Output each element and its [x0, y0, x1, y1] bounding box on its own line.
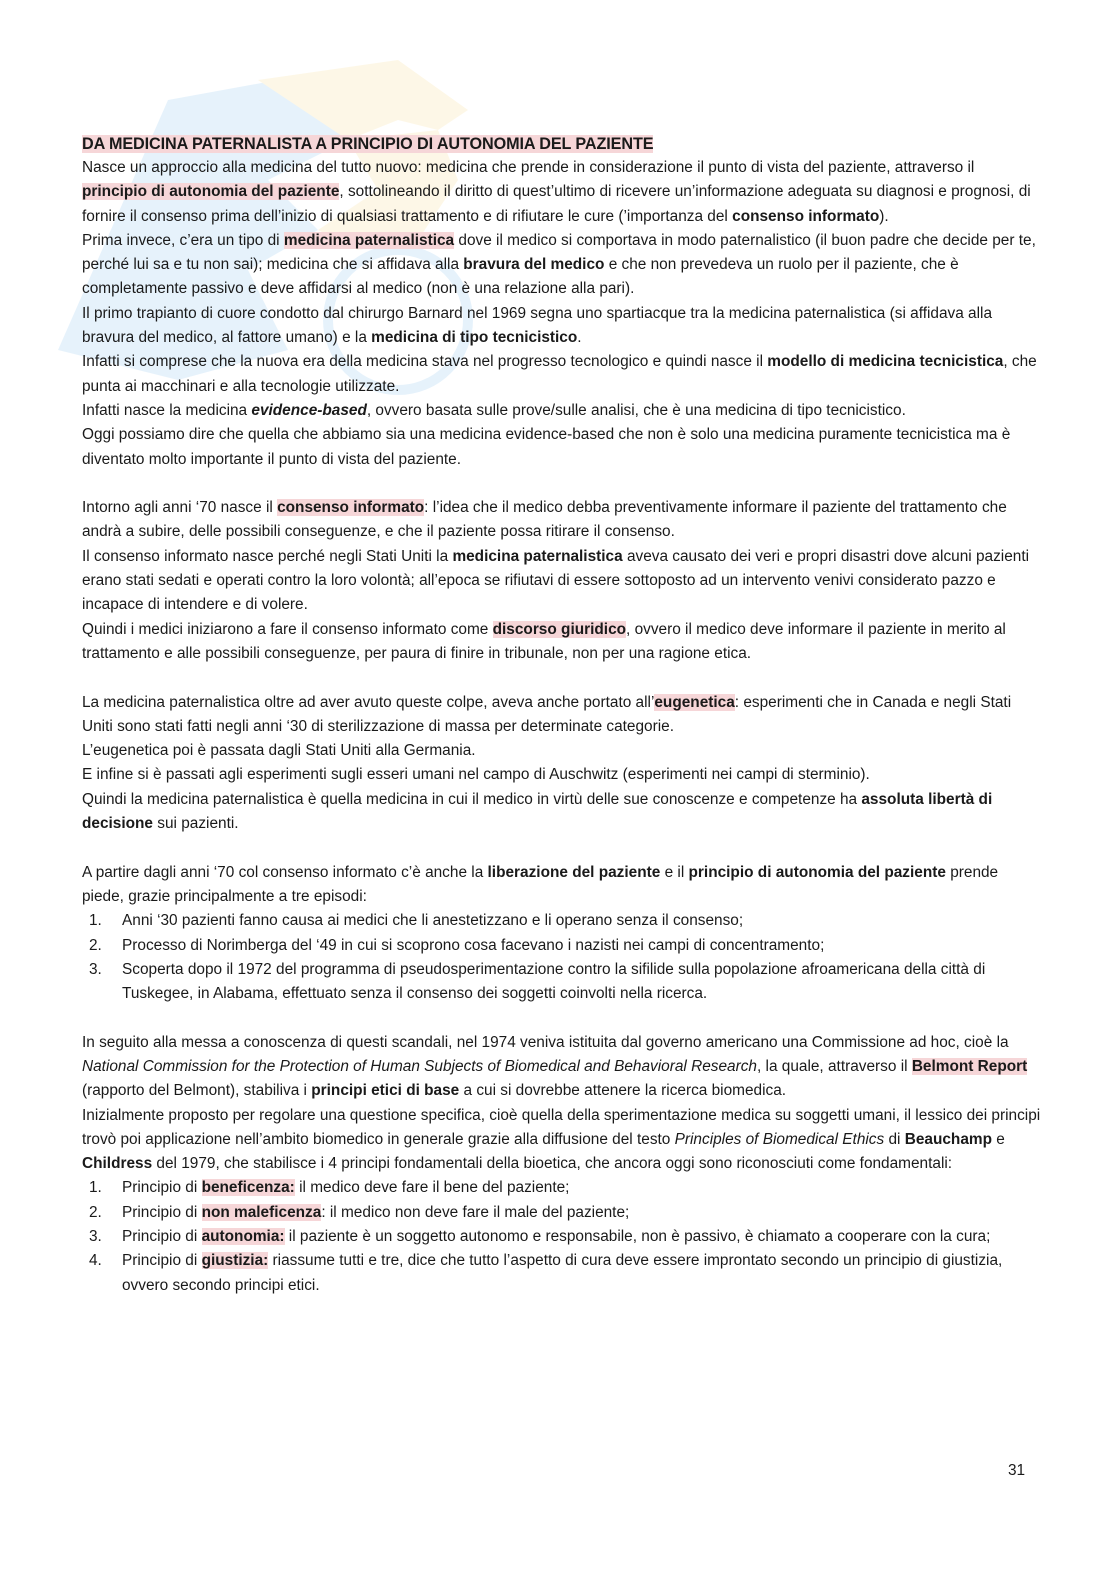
list-item: 2. Principio di non maleficenza: il medico non deve fare il male del paziente; [89, 1203, 630, 1221]
page-number: 31 [1008, 1462, 1026, 1479]
paragraph: L’eugenetica poi è passata dagli Stati Uniti alla Germania. [82, 742, 476, 760]
paragraph: A partire dagli anni ‘70 col consenso informato c’è anche la liberazione del paziente e il principio di autonomia del paziente prende piede, grazie principalmente a tre episodi: [82, 863, 999, 905]
list-item: 1. Principio di beneficenza: il medico deve fare il bene del paziente; [89, 1179, 570, 1197]
paragraph: In seguito alla messa a conoscenza di questi scandali, nel 1974 veniva istituita dal governo americano una Commissione ad hoc, cioè la National Commission for the Protection of Human Subjects of Biomedical and Behavioral Research, la quale, attraverso il Belmont Report (rapporto del Belmont), stabiliva i principi etici di base a cui si dovrebbe attenere la ricerca biomedica. [82, 1033, 1028, 1100]
episodes-list [82, 909, 1042, 1006]
paragraph: Infatti nasce la medicina evidence-based, ovvero basata sulle prove/sulle analisi, che è una medicina di tipo tecnicistico. [82, 401, 906, 419]
page-title: DA MEDICINA PATERNALISTA A PRINCIPIO DI AUTONOMIA DEL PAZIENTE [82, 135, 654, 153]
paragraph: Inizialmente proposto per regolare una questione specifica, cioè quella della sperimentazione medica su soggetti umani, il lessico dei principi trovò poi applicazione nell’ambito biomedico in generale grazie alla diffusione del testo Principles of Biomedical Ethics di Beauchamp e Childress del 1979, che stabilisce i 4 principi fondamentali della bioetica, che ancora oggi sono riconosciuti come fondamentali: [82, 1106, 1041, 1173]
paragraph: Quindi i medici iniziarono a fare il consenso informato come discorso giuridico, ovvero il medico deve informare il paziente in merito al trattamento e alle possibili conseguenze, per paura di finire in tribunale, non per una ragione etica. [82, 620, 1006, 662]
list-item: 3. Principio di autonomia: il paziente è un soggetto autonomo e responsabile, non è passivo, è chiamato a cooperare con la cura; [89, 1228, 991, 1246]
paragraph: Quindi la medicina paternalistica è quella medicina in cui il medico in virtù delle sue conoscenze e competenze ha assoluta libertà di decisione sui pazienti. [82, 790, 993, 833]
principles-list [82, 1176, 1042, 1297]
paragraph: E infine si è passati agli esperimenti sugli esseri umani nel campo di Auschwitz (esperimenti nei campi di sterminio). [82, 766, 870, 784]
list-item: 1. Anni ‘30 pazienti fanno causa ai medici che li anestetizzano e li operano senza il consenso; [89, 912, 744, 930]
list-item: 2. Processo di Norimberga del ‘49 in cui si scoprono cosa facevano i nazisti nei campi di concentramento; [89, 936, 825, 954]
paragraph: Il consenso informato nasce perché negli Stati Uniti la medicina paternalistica aveva causato dei veri e propri disastri dove alcuni pazienti erano stati sedati e operati contro la loro volontà; all’epoca se rifiutavi di essere sottoposto ad un intervento venivi considerato pazzo e incapace di intendere e di volere. [82, 547, 1030, 614]
paragraph: Infatti si comprese che la nuova era della medicina stava nel progresso tecnologico e quindi nasce il modello di medicina tecnicistica, che punta ai macchinari e alla tecnologie utilizzate. [82, 353, 1037, 395]
document-page [82, 132, 1042, 1298]
paragraph: Il primo trapianto di cuore condotto dal chirurgo Barnard nel 1969 segna uno spartiacque tra la medicina paternalistica (si affidava alla bravura del medico, al fattore umano) e la medicina di tipo tecnicistico. [82, 304, 993, 347]
list-item: 4. Principio di giustizia: riassume tutti e tre, dice che tutto l’aspetto di cura deve essere improntato secondo un principio di giustizia, ovvero secondo principi etici. [89, 1252, 1003, 1294]
paragraph: La medicina paternalistica oltre ad aver avuto queste colpe, aveva anche portato all’eugenetica: esperimenti che in Canada e negli Stati Uniti sono stati fatti negli anni ‘30 di sterilizzazione di massa per determinate categorie. [82, 693, 1012, 735]
paragraph: Prima invece, c’era un tipo di medicina paternalistica dove il medico si comportava in modo paternalistico (il buon padre che decide per te, perché lui sa e tu non sai); medicina che si affidava alla bravura del medico e che non prevedeva un ruolo per il paziente, che è completamente passivo e deve affidarsi al medico (non è una relazione alla pari). [82, 231, 1036, 298]
list-item: 3. Scoperta dopo il 1972 del programma di pseudosperimentazione contro la sifilide sulla popolazione afroamericana della città di Tuskegee, in Alabama, effettuato senza il consenso dei soggetti coinvolti nella ricerca. [89, 960, 986, 1003]
paragraph: Intorno agli anni ‘70 nasce il consenso informato: l’idea che il medico debba preventivamente informare il paziente del trattamento che andrà a subire, delle possibili conseguenze, e che il paziente possa ritirare il consenso. [82, 499, 1007, 541]
paragraph: Nasce un approccio alla medicina del tutto nuovo: medicina che prende in considerazione il punto di vista del paziente, attraverso il principio di autonomia del paziente, sottolineando il diritto di quest’ultimo di ricevere un’informazione adeguata su diagnosi e prognosi, di fornire il consenso prima dell’inizio di qualsiasi trattamento e di rifiutare le cure (’importanza del consenso informato). [82, 159, 1031, 225]
paragraph: Oggi possiamo dire che quella che abbiamo sia una medicina evidence-based che non è solo una medicina puramente tecnicistica ma è diventato molto importante il punto di vista del paziente. [82, 426, 1011, 468]
